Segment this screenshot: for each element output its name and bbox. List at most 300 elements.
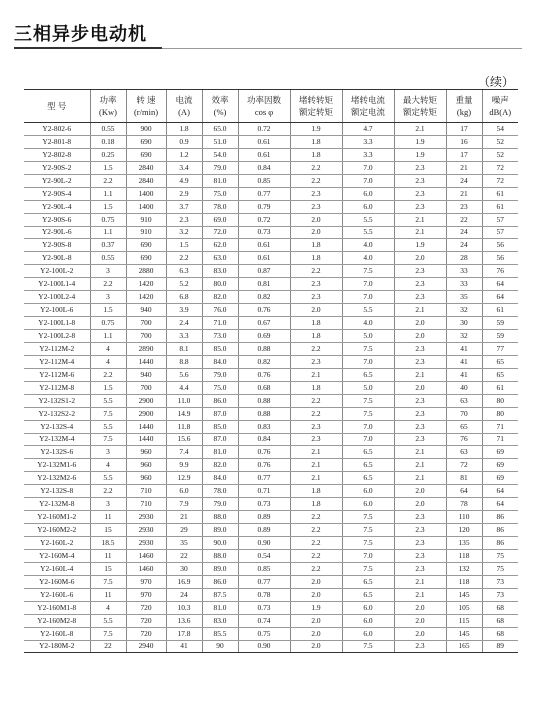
cell-noise: 69 xyxy=(482,446,518,459)
cell-power: 1.5 xyxy=(90,304,126,317)
cell-current: 1.5 xyxy=(166,239,202,252)
cell-power: 1.1 xyxy=(90,226,126,239)
cell-power: 1.1 xyxy=(90,330,126,343)
cell-locked-current-ratio: 7.5 xyxy=(342,537,394,550)
cell-locked-current-ratio: 7.0 xyxy=(342,291,394,304)
table-row xyxy=(24,278,518,291)
cell-locked-torque-ratio: 1.8 xyxy=(290,317,342,330)
cell-speed: 690 xyxy=(126,148,166,161)
cell-speed: 710 xyxy=(126,485,166,498)
cell-efficiency: 86.0 xyxy=(202,394,238,407)
cell-locked-torque-ratio: 1.8 xyxy=(290,148,342,161)
cell-current: 5.2 xyxy=(166,278,202,291)
cell-model: Y2-90S-6 xyxy=(24,213,90,226)
cell-efficiency: 85.0 xyxy=(202,342,238,355)
cell-noise: 69 xyxy=(482,472,518,485)
cell-noise: 59 xyxy=(482,317,518,330)
cell-noise: 75 xyxy=(482,562,518,575)
cell-model: Y2-90S-8 xyxy=(24,239,90,252)
cell-efficiency: 73.0 xyxy=(202,330,238,343)
cell-model: Y2-160M-6 xyxy=(24,575,90,588)
cell-current: 14.9 xyxy=(166,407,202,420)
cell-power: 5.5 xyxy=(90,472,126,485)
cell-locked-current-ratio: 6.5 xyxy=(342,588,394,601)
cell-current: 29 xyxy=(166,524,202,537)
cell-model: Y2-132S-4 xyxy=(24,420,90,433)
cell-model: Y2-160L-6 xyxy=(24,588,90,601)
cell-power-factor: 0.87 xyxy=(238,265,290,278)
cell-weight: 32 xyxy=(446,330,482,343)
cell-weight: 145 xyxy=(446,627,482,640)
cell-noise: 64 xyxy=(482,278,518,291)
cell-power-factor: 0.78 xyxy=(238,588,290,601)
cell-current: 9.9 xyxy=(166,459,202,472)
cell-power: 0.37 xyxy=(90,239,126,252)
cell-noise: 80 xyxy=(482,394,518,407)
cell-noise: 54 xyxy=(482,123,518,136)
cell-current: 1.8 xyxy=(166,123,202,136)
cell-noise: 59 xyxy=(482,330,518,343)
cell-efficiency: 88.0 xyxy=(202,511,238,524)
cell-weight: 41 xyxy=(446,355,482,368)
cell-power: 1.5 xyxy=(90,161,126,174)
cell-weight: 32 xyxy=(446,304,482,317)
cell-locked-torque-ratio: 1.8 xyxy=(290,239,342,252)
column-header-speed xyxy=(126,90,166,123)
cell-locked-current-ratio: 6.0 xyxy=(342,498,394,511)
title-underline xyxy=(14,47,162,49)
cell-max-torque-ratio: 2.1 xyxy=(394,588,446,601)
cell-current: 8.8 xyxy=(166,355,202,368)
cell-power: 2.2 xyxy=(90,278,126,291)
cell-weight: 24 xyxy=(446,226,482,239)
cell-locked-torque-ratio: 2.2 xyxy=(290,407,342,420)
cell-power-factor: 0.76 xyxy=(238,459,290,472)
cell-max-torque-ratio: 2.1 xyxy=(394,575,446,588)
cell-noise: 77 xyxy=(482,342,518,355)
cell-power: 0.25 xyxy=(90,148,126,161)
cell-noise: 71 xyxy=(482,420,518,433)
cell-max-torque-ratio: 2.3 xyxy=(394,537,446,550)
cell-power: 0.55 xyxy=(90,252,126,265)
cell-power-factor: 0.90 xyxy=(238,537,290,550)
cell-locked-current-ratio: 6.5 xyxy=(342,446,394,459)
cell-efficiency: 76.0 xyxy=(202,304,238,317)
cell-power: 11 xyxy=(90,588,126,601)
cell-locked-current-ratio: 4.0 xyxy=(342,239,394,252)
cell-noise: 56 xyxy=(482,239,518,252)
cell-noise: 64 xyxy=(482,291,518,304)
cell-locked-current-ratio: 6.0 xyxy=(342,601,394,614)
table-row xyxy=(24,549,518,562)
table-body xyxy=(24,123,518,653)
cell-model: Y2-132S1-2 xyxy=(24,394,90,407)
column-header-noise xyxy=(482,90,518,123)
cell-locked-torque-ratio: 2.3 xyxy=(290,355,342,368)
cell-current: 1.2 xyxy=(166,148,202,161)
cell-max-torque-ratio: 1.9 xyxy=(394,239,446,252)
cell-speed: 970 xyxy=(126,575,166,588)
column-header-line2: 额定转矩 xyxy=(298,107,333,117)
cell-locked-torque-ratio: 1.8 xyxy=(290,485,342,498)
column-header-line1: 重量 xyxy=(455,95,473,105)
cell-power: 5.5 xyxy=(90,614,126,627)
cell-speed: 720 xyxy=(126,601,166,614)
cell-power-factor: 0.88 xyxy=(238,407,290,420)
cell-max-torque-ratio: 2.0 xyxy=(394,330,446,343)
cell-speed: 1420 xyxy=(126,278,166,291)
cell-weight: 72 xyxy=(446,459,482,472)
cell-max-torque-ratio: 2.0 xyxy=(394,601,446,614)
cell-power: 5.5 xyxy=(90,394,126,407)
table-row xyxy=(24,317,518,330)
cell-power: 2.2 xyxy=(90,368,126,381)
cell-power-factor: 0.61 xyxy=(238,135,290,148)
cell-max-torque-ratio: 2.0 xyxy=(394,381,446,394)
cell-power: 0.75 xyxy=(90,213,126,226)
cell-weight: 63 xyxy=(446,446,482,459)
cell-current: 3.9 xyxy=(166,304,202,317)
cell-locked-current-ratio: 7.5 xyxy=(342,524,394,537)
column-header-model xyxy=(24,90,90,123)
cell-power-factor: 0.73 xyxy=(238,498,290,511)
cell-power-factor: 0.82 xyxy=(238,355,290,368)
cell-max-torque-ratio: 2.0 xyxy=(394,485,446,498)
cell-model: Y2-100L1-4 xyxy=(24,278,90,291)
cell-noise: 76 xyxy=(482,265,518,278)
cell-efficiency: 84.0 xyxy=(202,472,238,485)
cell-current: 8.1 xyxy=(166,342,202,355)
cell-current: 2.9 xyxy=(166,187,202,200)
cell-model: Y2-100L-6 xyxy=(24,304,90,317)
cell-locked-torque-ratio: 1.8 xyxy=(290,498,342,511)
cell-noise: 61 xyxy=(482,187,518,200)
cell-weight: 21 xyxy=(446,161,482,174)
cell-power-factor: 0.77 xyxy=(238,575,290,588)
cell-locked-torque-ratio: 2.0 xyxy=(290,304,342,317)
cell-locked-torque-ratio: 2.2 xyxy=(290,524,342,537)
column-header-line2: (Kw) xyxy=(99,107,117,117)
table-row xyxy=(24,446,518,459)
cell-model: Y2-112M-4 xyxy=(24,355,90,368)
cell-power: 3 xyxy=(90,498,126,511)
cell-current: 16.9 xyxy=(166,575,202,588)
cell-efficiency: 51.0 xyxy=(202,135,238,148)
cell-speed: 970 xyxy=(126,588,166,601)
cell-efficiency: 79.0 xyxy=(202,161,238,174)
cell-noise: 61 xyxy=(482,304,518,317)
table-row xyxy=(24,368,518,381)
table-row xyxy=(24,148,518,161)
cell-locked-torque-ratio: 2.3 xyxy=(290,291,342,304)
cell-weight: 115 xyxy=(446,614,482,627)
table-row xyxy=(24,498,518,511)
cell-efficiency: 78.0 xyxy=(202,200,238,213)
cell-weight: 118 xyxy=(446,575,482,588)
cell-model: Y2-100L2-8 xyxy=(24,330,90,343)
table-row xyxy=(24,291,518,304)
table-row xyxy=(24,562,518,575)
cell-max-torque-ratio: 2.3 xyxy=(394,562,446,575)
cell-power-factor: 0.88 xyxy=(238,394,290,407)
column-header-line2: (kg) xyxy=(456,107,472,117)
cell-current: 2.2 xyxy=(166,252,202,265)
cell-efficiency: 75.0 xyxy=(202,381,238,394)
cell-locked-torque-ratio: 2.2 xyxy=(290,537,342,550)
cell-weight: 30 xyxy=(446,317,482,330)
table-row xyxy=(24,381,518,394)
cell-efficiency: 83.0 xyxy=(202,614,238,627)
cell-locked-current-ratio: 5.0 xyxy=(342,381,394,394)
cell-efficiency: 81.0 xyxy=(202,446,238,459)
table-row xyxy=(24,433,518,446)
cell-locked-torque-ratio: 1.9 xyxy=(290,123,342,136)
column-header-line1: 功率 xyxy=(99,95,117,105)
cell-noise: 61 xyxy=(482,381,518,394)
cell-speed: 960 xyxy=(126,459,166,472)
cell-speed: 2840 xyxy=(126,174,166,187)
cell-noise: 61 xyxy=(482,200,518,213)
cell-power: 4 xyxy=(90,355,126,368)
table-row xyxy=(24,200,518,213)
cell-efficiency: 63.0 xyxy=(202,252,238,265)
cell-model: Y2-100L-2 xyxy=(24,265,90,278)
cell-weight: 41 xyxy=(446,368,482,381)
cell-power-factor: 0.68 xyxy=(238,381,290,394)
column-header-line2: cos φ xyxy=(254,107,274,117)
table-header-row xyxy=(24,90,518,123)
cell-max-torque-ratio: 2.3 xyxy=(394,511,446,524)
cell-speed: 690 xyxy=(126,239,166,252)
cell-power-factor: 0.72 xyxy=(238,123,290,136)
table-row xyxy=(24,627,518,640)
cell-current: 4.9 xyxy=(166,174,202,187)
cell-power: 22 xyxy=(90,640,126,653)
cell-power: 3 xyxy=(90,265,126,278)
cell-locked-torque-ratio: 1.8 xyxy=(290,381,342,394)
cell-speed: 700 xyxy=(126,330,166,343)
cell-current: 11.8 xyxy=(166,420,202,433)
cell-max-torque-ratio: 2.3 xyxy=(394,200,446,213)
table-row xyxy=(24,213,518,226)
cell-locked-current-ratio: 7.0 xyxy=(342,433,394,446)
cell-noise: 56 xyxy=(482,252,518,265)
cell-weight: 64 xyxy=(446,485,482,498)
cell-speed: 2930 xyxy=(126,524,166,537)
cell-locked-current-ratio: 6.5 xyxy=(342,368,394,381)
cell-max-torque-ratio: 2.3 xyxy=(394,342,446,355)
cell-model: Y2-132M2-6 xyxy=(24,472,90,485)
cell-speed: 2930 xyxy=(126,511,166,524)
cell-power-factor: 0.90 xyxy=(238,640,290,653)
column-header-line2: dB(A) xyxy=(489,107,512,117)
cell-weight: 17 xyxy=(446,123,482,136)
table-row xyxy=(24,394,518,407)
table-row xyxy=(24,187,518,200)
cell-speed: 1400 xyxy=(126,187,166,200)
cell-max-torque-ratio: 2.3 xyxy=(394,420,446,433)
cell-weight: 165 xyxy=(446,640,482,653)
cell-power-factor: 0.69 xyxy=(238,330,290,343)
cell-locked-current-ratio: 7.0 xyxy=(342,161,394,174)
cell-power-factor: 0.85 xyxy=(238,562,290,575)
cell-weight: 70 xyxy=(446,407,482,420)
cell-max-torque-ratio: 1.9 xyxy=(394,135,446,148)
cell-noise: 72 xyxy=(482,161,518,174)
cell-efficiency: 72.0 xyxy=(202,226,238,239)
cell-current: 2.3 xyxy=(166,213,202,226)
cell-speed: 1460 xyxy=(126,562,166,575)
table-row xyxy=(24,588,518,601)
cell-locked-current-ratio: 7.0 xyxy=(342,355,394,368)
cell-model: Y2-160M-4 xyxy=(24,549,90,562)
column-header-weight xyxy=(446,90,482,123)
table-row xyxy=(24,472,518,485)
cell-power-factor: 0.76 xyxy=(238,368,290,381)
cell-noise: 65 xyxy=(482,355,518,368)
cell-locked-current-ratio: 6.0 xyxy=(342,200,394,213)
cell-weight: 65 xyxy=(446,420,482,433)
cell-locked-current-ratio: 3.3 xyxy=(342,148,394,161)
cell-power: 1.5 xyxy=(90,200,126,213)
cell-weight: 28 xyxy=(446,252,482,265)
cell-model: Y2-160L-4 xyxy=(24,562,90,575)
cell-locked-current-ratio: 6.5 xyxy=(342,575,394,588)
motor-spec-table xyxy=(24,89,518,653)
cell-max-torque-ratio: 2.1 xyxy=(394,472,446,485)
column-header-locked-current-ratio xyxy=(342,90,394,123)
cell-max-torque-ratio: 2.3 xyxy=(394,174,446,187)
cell-locked-torque-ratio: 2.0 xyxy=(290,213,342,226)
table-row xyxy=(24,355,518,368)
cell-noise: 68 xyxy=(482,614,518,627)
column-header-line2: 额定电流 xyxy=(350,107,385,117)
cell-current: 3.2 xyxy=(166,226,202,239)
cell-power-factor: 0.61 xyxy=(238,252,290,265)
cell-locked-torque-ratio: 2.1 xyxy=(290,368,342,381)
cell-speed: 1460 xyxy=(126,549,166,562)
cell-speed: 940 xyxy=(126,304,166,317)
cell-power-factor: 0.76 xyxy=(238,304,290,317)
cell-current: 6.8 xyxy=(166,291,202,304)
cell-weight: 81 xyxy=(446,472,482,485)
cell-power-factor: 0.81 xyxy=(238,278,290,291)
cell-max-torque-ratio: 2.3 xyxy=(394,394,446,407)
cell-power: 7.5 xyxy=(90,433,126,446)
cell-locked-current-ratio: 7.5 xyxy=(342,342,394,355)
cell-locked-current-ratio: 6.5 xyxy=(342,459,394,472)
cell-power-factor: 0.84 xyxy=(238,161,290,174)
cell-noise: 86 xyxy=(482,537,518,550)
cell-efficiency: 69.0 xyxy=(202,213,238,226)
cell-current: 13.6 xyxy=(166,614,202,627)
cell-model: Y2-90L-2 xyxy=(24,174,90,187)
cell-current: 17.8 xyxy=(166,627,202,640)
cell-weight: 118 xyxy=(446,549,482,562)
cell-weight: 40 xyxy=(446,381,482,394)
cell-locked-torque-ratio: 2.3 xyxy=(290,200,342,213)
cell-noise: 52 xyxy=(482,148,518,161)
cell-current: 7.4 xyxy=(166,446,202,459)
cell-model: Y2-132M1-6 xyxy=(24,459,90,472)
cell-model: Y2-90L-6 xyxy=(24,226,90,239)
column-header-line1: 堵转电流 xyxy=(350,95,385,105)
cell-current: 24 xyxy=(166,588,202,601)
cell-model: Y2-132M-8 xyxy=(24,498,90,511)
column-header-line2: (%) xyxy=(213,107,227,117)
cell-locked-torque-ratio: 2.2 xyxy=(290,161,342,174)
cell-locked-torque-ratio: 2.2 xyxy=(290,511,342,524)
cell-locked-torque-ratio: 2.2 xyxy=(290,562,342,575)
cell-model: Y2-112M-6 xyxy=(24,368,90,381)
cell-locked-current-ratio: 5.5 xyxy=(342,213,394,226)
cell-current: 15.6 xyxy=(166,433,202,446)
cell-locked-torque-ratio: 2.0 xyxy=(290,588,342,601)
cell-weight: 24 xyxy=(446,174,482,187)
cell-power: 11 xyxy=(90,511,126,524)
cell-weight: 132 xyxy=(446,562,482,575)
cell-locked-current-ratio: 6.0 xyxy=(342,485,394,498)
cell-max-torque-ratio: 2.3 xyxy=(394,524,446,537)
cell-current: 35 xyxy=(166,537,202,550)
cell-power-factor: 0.88 xyxy=(238,342,290,355)
cell-weight: 63 xyxy=(446,394,482,407)
cell-locked-torque-ratio: 2.1 xyxy=(290,459,342,472)
cell-speed: 1440 xyxy=(126,355,166,368)
cell-locked-current-ratio: 4.0 xyxy=(342,252,394,265)
cell-power-factor: 0.75 xyxy=(238,627,290,640)
cell-power-factor: 0.89 xyxy=(238,511,290,524)
cell-model: Y2-180M-2 xyxy=(24,640,90,653)
column-header-line1: 型 号 xyxy=(47,101,67,111)
cell-power-factor: 0.76 xyxy=(238,446,290,459)
cell-speed: 900 xyxy=(126,123,166,136)
cell-efficiency: 87.5 xyxy=(202,588,238,601)
cell-model: Y2-90S-4 xyxy=(24,187,90,200)
cell-locked-torque-ratio: 1.8 xyxy=(290,252,342,265)
cell-locked-torque-ratio: 2.0 xyxy=(290,627,342,640)
table-row xyxy=(24,135,518,148)
cell-current: 2.4 xyxy=(166,317,202,330)
cell-efficiency: 84.0 xyxy=(202,355,238,368)
cell-speed: 1440 xyxy=(126,433,166,446)
cell-efficiency: 80.0 xyxy=(202,278,238,291)
cell-power-factor: 0.85 xyxy=(238,174,290,187)
table-row xyxy=(24,123,518,136)
cell-speed: 690 xyxy=(126,135,166,148)
cell-locked-current-ratio: 7.0 xyxy=(342,549,394,562)
cell-power: 7.5 xyxy=(90,575,126,588)
cell-speed: 2900 xyxy=(126,407,166,420)
cell-max-torque-ratio: 2.3 xyxy=(394,407,446,420)
cell-weight: 120 xyxy=(446,524,482,537)
table-row xyxy=(24,575,518,588)
cell-max-torque-ratio: 1.9 xyxy=(394,148,446,161)
cell-model: Y2-160M2-2 xyxy=(24,524,90,537)
cell-efficiency: 78.0 xyxy=(202,485,238,498)
table-row xyxy=(24,226,518,239)
cell-noise: 71 xyxy=(482,433,518,446)
cell-noise: 64 xyxy=(482,485,518,498)
cell-current: 3.4 xyxy=(166,161,202,174)
cell-power-factor: 0.67 xyxy=(238,317,290,330)
cell-speed: 2880 xyxy=(126,265,166,278)
cell-weight: 78 xyxy=(446,498,482,511)
cell-efficiency: 90.0 xyxy=(202,537,238,550)
table-row xyxy=(24,601,518,614)
cell-efficiency: 86.0 xyxy=(202,575,238,588)
cell-noise: 68 xyxy=(482,627,518,640)
